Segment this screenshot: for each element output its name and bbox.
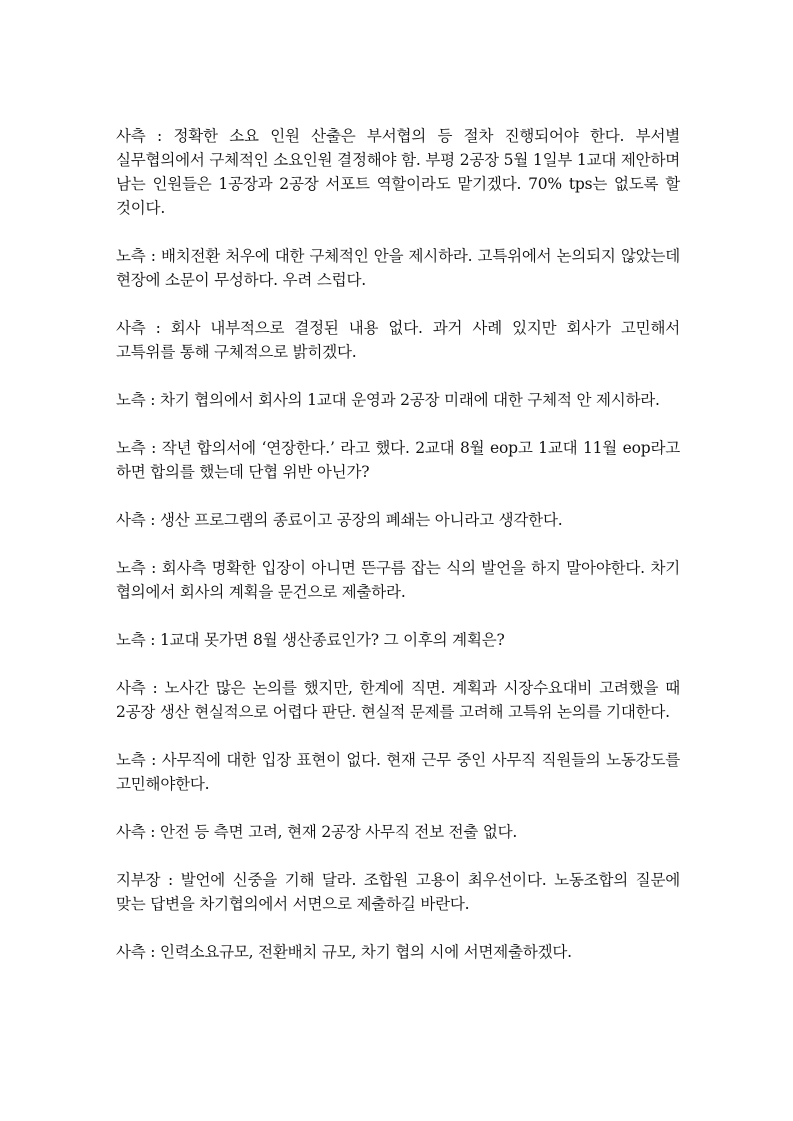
- paragraph-6: 사측 : 생산 프로그램의 종료이고 공장의 폐쇄는 아니라고 생각한다.: [116, 511, 563, 529]
- paragraph-11: 사측 : 안전 등 측면 고려, 현재 2공장 사무직 전보 전출 없다.: [116, 823, 518, 841]
- paragraph-2: 노측 : 배치전환 처우에 대한 구체적인 안을 제시하라. 고특위에서 논의되지 않았는데 현장에 소문이 무성하다. 우려 스럽다.: [116, 247, 680, 289]
- paragraph-3: 사측 : 회사 내부적으로 결정된 내용 없다. 과거 사례 있지만 회사가 고민해서 고특위를 통해 구체적으로 밝히겠다.: [116, 319, 680, 361]
- document-body: [116, 124, 680, 988]
- paragraph-8: 노측 : 1교대 못가면 8월 생산종료인가? 그 이후의 계획은?: [116, 631, 505, 649]
- paragraph-9: 사측 : 노사간 많은 논의를 했지만, 한계에 직면. 계획과 시장수요대비 고려했을 때 2공장 생산 현실적으로 어렵다 판단. 현실적 문제를 고려해 고특위 논의를 기대한다.: [116, 679, 680, 721]
- paragraph-1: 사측 : 정확한 소요 인원 산출은 부서협의 등 절차 진행되어야 한다. 부서별 실무협의에서 구체적인 소요인원 결정해야 함. 부평 2공장 5월 1일부 1교대 제안하며 남는 인원들은 1공장과 2공장 서포트 역할이라도 맡기겠다. 70% tps는 없도록 할 것이다.: [116, 127, 680, 217]
- paragraph-12: 지부장 : 발언에 신중을 기해 달라. 조합원 고용이 최우선이다. 노동조합의 질문에 맞는 답변을 차기협의에서 서면으로 제출하길 바란다.: [116, 871, 680, 913]
- paragraph-13: 사측 : 인력소요규모, 전환배치 규모, 차기 협의 시에 서면제출하겠다.: [116, 943, 572, 961]
- paragraph-5: 노측 : 작년 합의서에 ‘연장한다.’ 라고 했다. 2교대 8월 eop고 1교대 11월 eop라고 하면 합의를 했는데 단협 위반 아닌가?: [116, 439, 680, 481]
- paragraph-10: 노측 : 사무직에 대한 입장 표현이 없다. 현재 근무 중인 사무직 직원들의 노동강도를 고민해야한다.: [116, 751, 680, 793]
- paragraph-7: 노측 : 회사측 명확한 입장이 아니면 뜬구름 잡는 식의 발언을 하지 말아야한다. 차기 협의에서 회사의 계획을 문건으로 제출하라.: [116, 559, 680, 601]
- paragraph-4: 노측 : 차기 협의에서 회사의 1교대 운영과 2공장 미래에 대한 구체적 안 제시하라.: [116, 391, 660, 409]
